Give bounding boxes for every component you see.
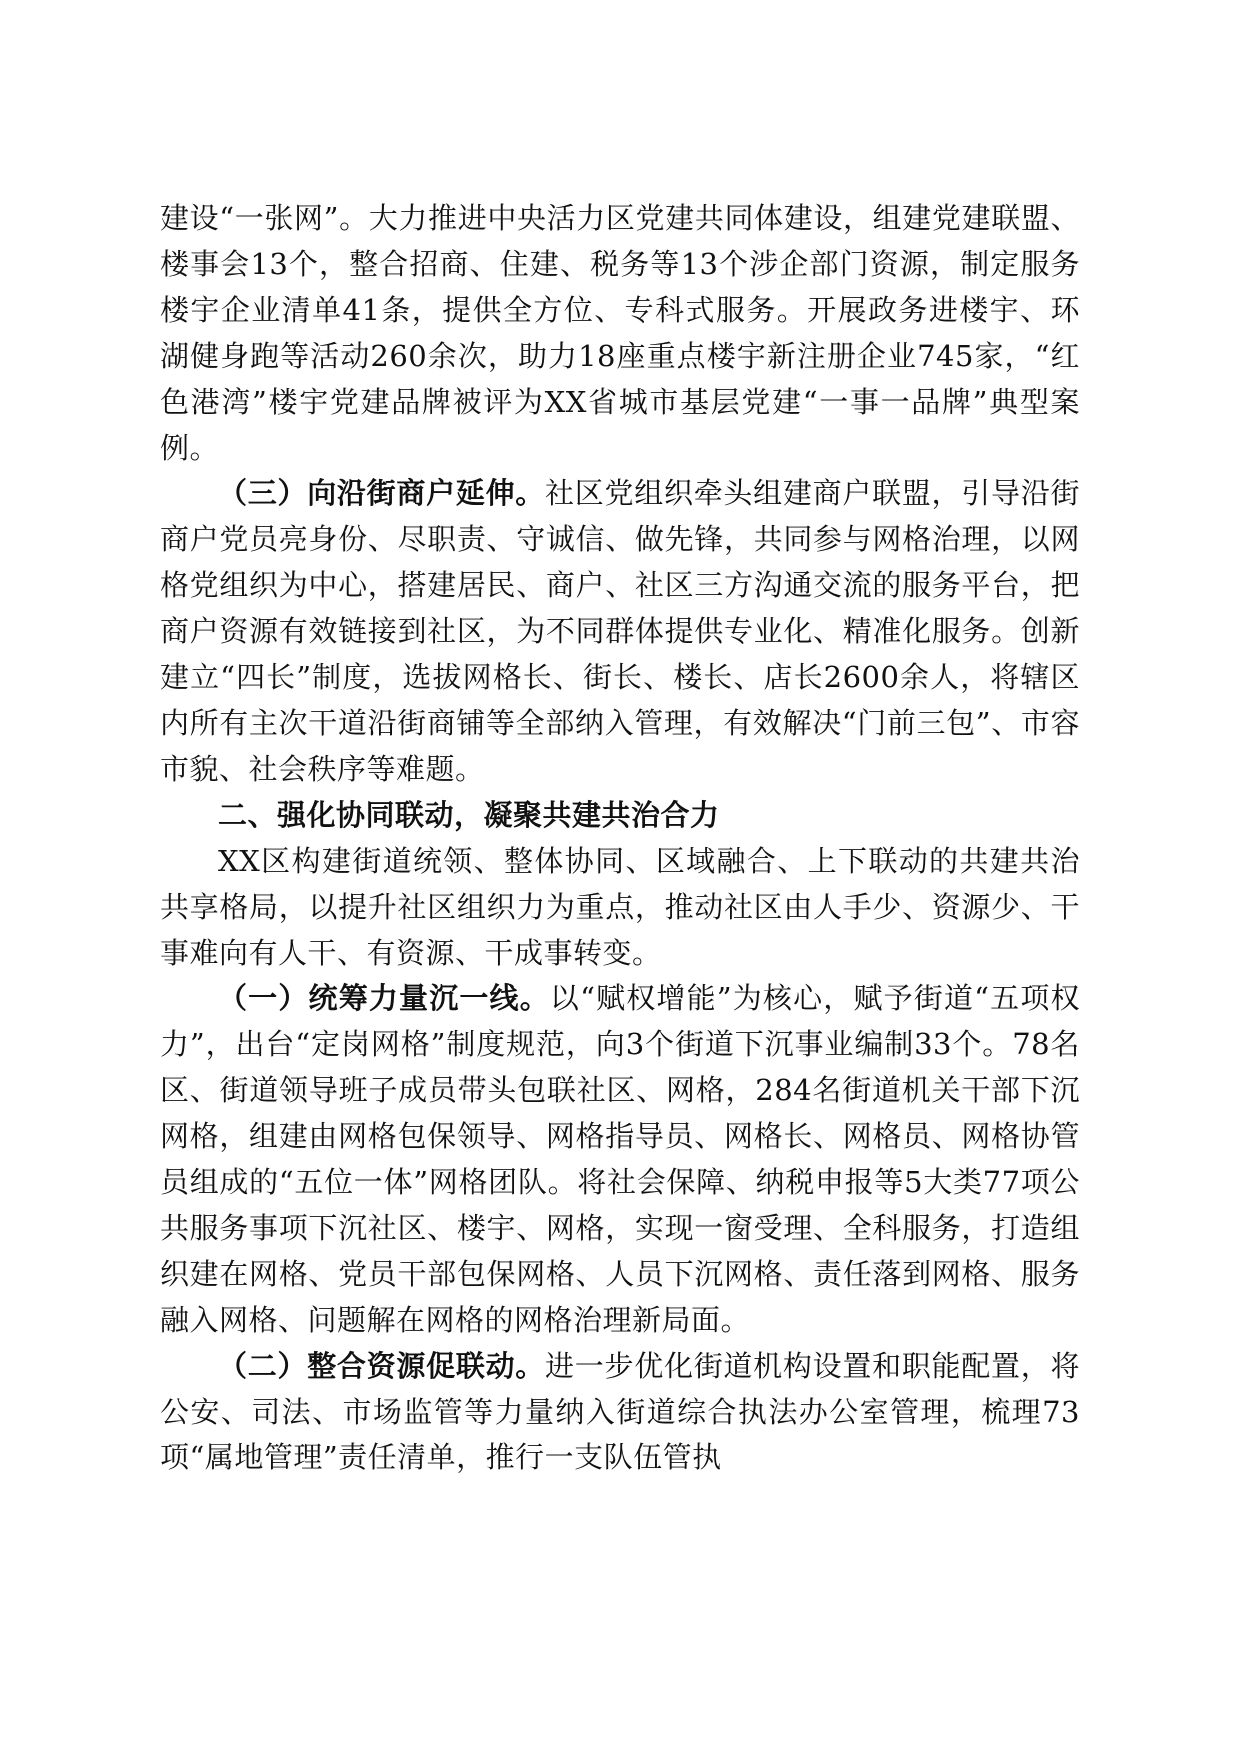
paragraph-text: 社区党组织牵头组建商户联盟，引导沿街商户党员亮身份、尽职责、守诚信、做先锋，共同参与网格治理，以网格党组织为中心，搭建居民、商户、社区三方沟通交流的服务平台，把商户资源有效链接到社区，为不同群体提供专业化、精准化服务。创新建立“四长”制度，选拔网格长、街长、楼长、店长2600余人，将辖区内所有主次干道沿街商铺等全部纳入管理，有效解决“门前三包”、市容市貌、社会秩序等难题。 — [160, 476, 1080, 786]
paragraph-text: XX区构建街道统领、整体协同、区域融合、上下联动的共建共治共享格局，以提升社区组织力为重点，推动社区由人手少、资源少、干事难向有人干、有资源、干成事转变。 — [160, 843, 1080, 970]
paragraph-section-two-intro — [160, 839, 1080, 977]
paragraph-street-merchants — [160, 471, 1080, 792]
document-page — [160, 196, 1080, 1481]
paragraph-party-network — [160, 196, 1080, 471]
paragraph-forces-frontline — [160, 976, 1080, 1343]
paragraph-text: 建设“一张网”。大力推进中央活力区党建共同体建设，组建党建联盟、楼事会13个，整合招商、住建、税务等13个涉企部门资源，制定服务楼宇企业清单41条，提供全方位、专科式服务。开展政务进楼宇、环湖健身跑等活动260余次，助力18座重点楼宇新注册企业745家，“红色港湾”楼宇党建品牌被评为XX省城市基层党建“一事一品牌”典型案例。 — [160, 201, 1080, 465]
subheading-resource-integration: （二）整合资源促联动。 — [218, 1348, 546, 1383]
subheading-street-merchants: （三）向沿街商户延伸。 — [218, 476, 546, 511]
paragraph-resource-integration — [160, 1344, 1080, 1482]
section-heading-two: 二、强化协同联动，凝聚共建共治合力 — [218, 797, 720, 832]
paragraph-text: 以“赋权增能”为核心，赋予街道“五项权力”，出台“定岗网格”制度规范，向3个街道下沉事业编制33个。78名区、街道领导班子成员带头包联社区、网格，284名街道机关干部下沉网格，组建由网格包保领导、网格指导员、网格长、网格员、网格协管员组成的“五位一体”网格团队。将社会保障、纳税申报等5大类77项公共服务事项下沉社区、楼宇、网格，实现一窗受理、全科服务，打造组织建在网格、党员干部包保网格、人员下沉网格、责任落到网格、服务融入网格、问题解在网格的网格治理新局面。 — [160, 981, 1080, 1337]
subheading-forces-frontline: （一）统筹力量沉一线。 — [218, 981, 550, 1016]
paragraph-text: 进一步优化街道机构设置和职能配置，将公安、司法、市场监管等力量纳入街道综合执法办公室管理，梳理73项“属地管理”责任清单，推行一支队伍管执 — [160, 1348, 1080, 1475]
